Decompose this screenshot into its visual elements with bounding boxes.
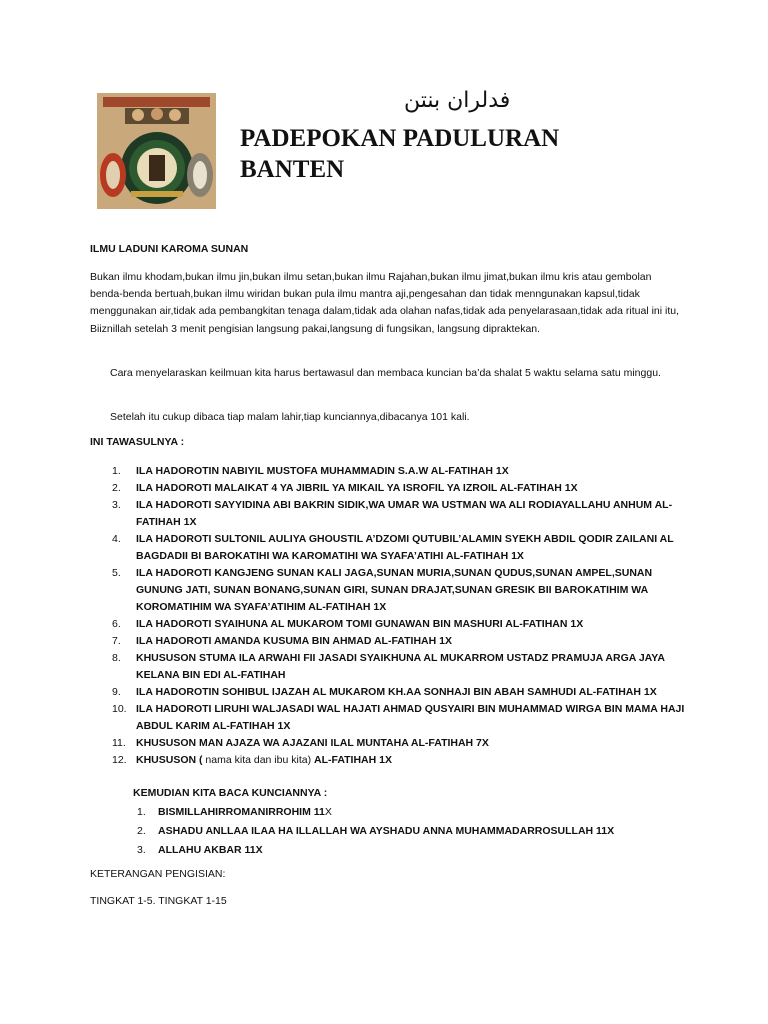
list-item [90,701,690,735]
list-number: 9. [112,686,121,698]
list-text-bold: KHUSUSON ( [136,754,203,766]
padepokan-logo-image [97,93,216,209]
list-text: ILA HADOROTI LIRUHI WALJASADI WAL HAJATI AHMAD QUSYAIRI BIN MUHAMMAD WIRGA BIN MAMA HAJI ABDUL KARIM AL-FATIHAH 1X [136,703,685,732]
list-number: 8. [112,652,121,664]
list-item [90,480,690,497]
list-item [90,497,690,531]
list-item [133,803,614,822]
list-text: ILA HADOROTI SULTONIL AULIYA GHOUSTIL A’DZOMI QUTUBIL’ALAMIN SYEKH ABDIL QODIR ZAILANI AL BAGDADII BI BAROKATIHI WA KAROMATIHI WA SYAFA’ATIHI AL-FATIHAH 1X [136,533,674,562]
keterangan-heading: KETERANGAN PENGISIAN: [90,868,226,880]
tawasul-list [90,463,690,769]
list-text: KHUSUSON MAN AJAZA WA AJAZANI ILAL MUNTAHA AL-FATIHAH 7X [136,737,489,749]
list-text: ILA HADOROTI MALAIKAT 4 YA JIBRIL YA MIKAIL YA ISROFIL YA IZROIL AL-FATIHAH 1X [136,482,578,494]
list-text: ASHADU ANLLAA ILAA HA ILLALLAH WA AYSHADU ANNA MUHAMMADARROSULLAH 11X [158,825,615,837]
list-number: 10. [112,703,127,715]
list-item [90,650,690,684]
list-item [133,822,614,841]
list-item [90,633,690,650]
tawasul-heading: INI TAWASULNYA : [90,436,185,448]
reading-paragraph: Setelah itu cukup dibaca tiap malam lahir,tiap kunciannya,dibacanya 101 kali. [110,411,470,423]
intro-paragraph: Bukan ilmu khodam,bukan ilmu jin,bukan ilmu setan,bukan ilmu Rajahan,bukan ilmu jimat,bukan ilmu kris atau gembolan benda-benda bertuah,bukan ilmu wiridan bukan pula ilmu mantra aji,pengesahan dan tidak menngunakan kapsul,tidak menggunakan air,tidak ada pembangkitan tenaga dalam,tidak ada olahan nafas,tidak ada penyelarasaan,tidak ada ritual ini itu, Biiznillah setelah 3 menit pengisian langsung pakai,langsung di fungsikan, langsung dipraktekan. [90,271,679,335]
list-number: 3. [112,499,121,511]
list-text: ILA HADOROTI KANGJENG SUNAN KALI JAGA,SUNAN MURIA,SUNAN QUDUS,SUNAN AMPEL,SUNAN GUNUNG JATI, SUNAN BONANG,SUNAN GIRI, SUNAN DRAJAT,SUNAN GRESIK BII BAROKATIHIM WA KOROMATIHIM WA SYAFA’ATIHIM AL-FATIHAH 1X [136,567,653,613]
list-number: 6. [112,618,121,630]
section-title: ILMU LADUNI KAROMA SUNAN [90,243,249,255]
list-item [90,463,690,480]
list-text: KHUSUSON STUMA ILA ARWAHI FII JASADI SYAIKHUNA AL MUKARROM USTADZ PRAMUJA ARGA JAYA KELANA BIN EDI AL-FATIHAH [136,652,665,681]
list-number: 12. [112,754,127,766]
kuncian-list [133,803,614,860]
instruction-paragraph: Cara menyelaraskan keilmuan kita harus bertawasul dan membaca kuncian ba’da shalat 5 waktu selama satu minggu. [110,367,661,379]
list-item [90,735,690,752]
list-text: ILA HADOROTI SAYYIDINA ABI BAKRIN SIDIK,WA UMAR WA USTMAN WA ALI RODIAYALLAHU ANHUM AL-FATIHAH 1X [136,499,673,528]
list-text: ILA HADOROTI SYAIHUNA AL MUKAROM TOMI GUNAWAN BIN MASHURI AL-FATIHAN 1X [136,618,584,630]
list-number: 5. [112,567,121,579]
list-text-suffix: X [324,806,332,818]
list-text: BISMILLAHIRROMANIRROHIM 11 [158,806,325,818]
list-number: 2. [137,825,146,837]
list-text: ALLAHU AKBAR 11X [158,844,263,856]
arabic-title: فدلران بنتن [404,88,511,113]
title-line-1: PADEPOKAN PADULURAN [240,125,560,152]
list-text: ILA HADOROTI AMANDA KUSUMA BIN AHMAD AL-FATIHAH 1X [136,635,452,647]
list-text-normal: nama kita dan ibu kita) [202,754,314,766]
list-item [90,752,690,769]
list-item [90,565,690,616]
list-item [90,531,690,565]
list-item [133,841,614,860]
list-number: 11. [112,737,126,749]
list-text: ILA HADOROTIN SOHIBUL IJAZAH AL MUKAROM KH.AA SONHAJI BIN ABAH SAMHUDI AL-FATIHAH 1X [136,686,657,698]
list-text: ILA HADOROTIN NABIYIL MUSTOFA MUHAMMADIN S.A.W AL-FATIHAH 1X [136,465,509,477]
list-item [90,616,690,633]
list-text-bold: AL-FATIHAH 1X [314,754,392,766]
list-number: 2. [112,482,121,494]
kuncian-heading: KEMUDIAN KITA BACA KUNCIANNYA : [133,787,328,799]
list-number: 4. [112,533,121,545]
page-title [240,123,559,185]
list-item [90,684,690,701]
list-number: 3. [137,844,146,856]
list-number: 1. [137,806,146,818]
tingkat-text: TINGKAT 1-5. TINGKAT 1-15 [90,895,227,907]
list-number: 1. [112,465,121,477]
title-line-2: BANTEN [240,156,345,183]
list-number: 7. [112,635,121,647]
